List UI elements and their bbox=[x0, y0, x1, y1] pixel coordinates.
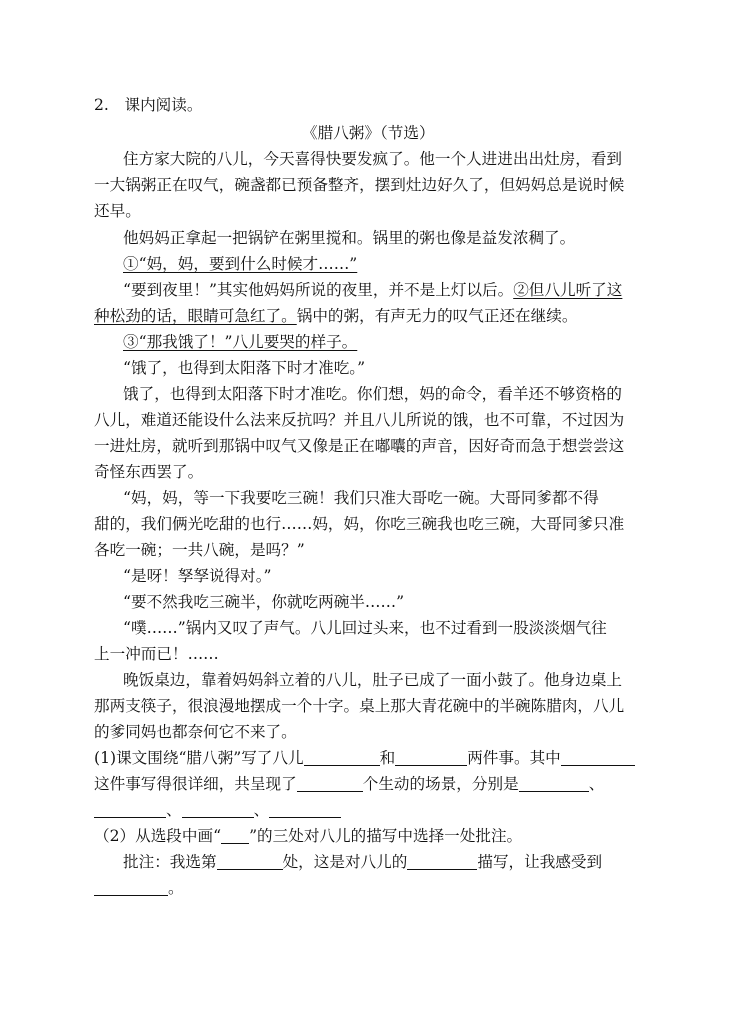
question-text: 这件事写得很详细，共呈现了 bbox=[94, 775, 297, 793]
passage-line: “是呀！孥孥说得对。” bbox=[123, 567, 272, 585]
passage-line: “要不然我吃三碗半，你就吃两碗半……” bbox=[123, 593, 405, 611]
underlined-description-3: ③“那我饿了！”八儿要哭的样子。 bbox=[123, 333, 358, 351]
underlined-description-2-cont: 种松劲的话，眼睛可急红了。 bbox=[94, 307, 297, 325]
answer-blank[interactable] bbox=[297, 773, 363, 792]
passage-line: 各吃一碗；一共八碗，是吗？” bbox=[94, 541, 305, 559]
passage-line bbox=[123, 278, 622, 302]
underline-sample bbox=[221, 825, 249, 844]
question-2-line-1 bbox=[94, 824, 522, 848]
question-1-line-3 bbox=[94, 798, 341, 822]
answer-blank[interactable] bbox=[407, 851, 477, 870]
passage-line: 八儿，难道还能设什么法来反抗吗？并且八儿所说的饿，也不可靠，不过因为 bbox=[94, 411, 625, 429]
passage-line: 的爹同妈也都奈何它不来了。 bbox=[94, 723, 297, 741]
question-1-line-1 bbox=[94, 746, 635, 770]
passage-line: 一大锅粥正在叹气，碗盏都已预备整齐，摆到灶边好久了，但妈妈总是说时候 bbox=[94, 176, 625, 194]
question-text: 个生动的场景，分别是 bbox=[362, 775, 519, 793]
underlined-description-2: ②但八儿听了这 bbox=[513, 281, 623, 299]
answer-blank[interactable] bbox=[395, 747, 467, 766]
passage-line: 上一冲而已！…… bbox=[94, 645, 219, 663]
answer-blank[interactable] bbox=[561, 747, 635, 766]
question-2-line-2 bbox=[123, 850, 602, 874]
passage-line: 甜的，我们俩光吃甜的也行……妈，妈，你吃三碗我也吃三碗，大哥同爹只准 bbox=[94, 515, 625, 533]
passage-line: 一进灶房，就听到那锅中叹气又像是正在嘟囔的声音，因好奇而急于想尝尝这 bbox=[94, 437, 625, 455]
passage-line: 住方家大院的八儿，今天喜得快要发疯了。他一个人进进出出灶房，看到 bbox=[123, 150, 623, 168]
answer-blank[interactable] bbox=[304, 747, 380, 766]
question-heading: 2. 课内阅读。 bbox=[94, 96, 203, 114]
question-text: 批注：我选第 bbox=[123, 853, 217, 871]
answer-blank[interactable] bbox=[182, 799, 254, 818]
question-text: （2）从选段中画“ bbox=[94, 827, 222, 845]
passage-line: “妈，妈，等一下我要吃三碗！我们只准大哥吃一碗。大哥同爹都不得 bbox=[123, 489, 599, 507]
answer-blank[interactable] bbox=[94, 877, 168, 896]
question-text: 、 bbox=[253, 801, 270, 819]
passage-line: “饿了，也得到太阳落下时才准吃。” bbox=[123, 359, 366, 377]
question-1-line-2 bbox=[94, 772, 604, 796]
passage-line: 晚饭桌边，靠着妈妈斜立着的八儿，肚子已成了一面小鼓了。他身边桌上 bbox=[123, 671, 623, 689]
passage-line: “噗……”锅内又叹了声气。八儿回过头来，也不过看到一股淡淡烟气往 bbox=[123, 619, 607, 637]
question-text: 。 bbox=[168, 879, 184, 897]
question-text: 、 bbox=[588, 775, 605, 793]
passage-line: 那两支筷子，很浪漫地摆成一个十字。桌上那大青花碗中的半碗陈腊肉，八儿 bbox=[94, 697, 625, 715]
passage-line: 饿了，也得到太阳落下时才准吃。你们想，妈的命令，看羊还不够资格的 bbox=[123, 385, 623, 403]
passage-text: “要到夜里！”其实他妈妈所说的夜里，并不是上灯以后。 bbox=[123, 281, 514, 299]
passage-line bbox=[94, 304, 577, 328]
question-2-line-3 bbox=[94, 876, 184, 900]
question-text: 两件事。其中 bbox=[467, 749, 561, 767]
answer-blank[interactable] bbox=[269, 799, 341, 818]
passage-line: 奇怪东西罢了。 bbox=[94, 463, 204, 481]
underlined-description-1: ①“妈，妈，要到什么时候才……” bbox=[123, 255, 358, 273]
question-text: 、 bbox=[166, 801, 182, 819]
passage-line: 还早。 bbox=[94, 202, 141, 220]
question-text: (1)课文围绕“腊八粥”写了八儿 bbox=[94, 749, 304, 767]
passage-title: 《腊八粥》（节选） bbox=[302, 124, 435, 142]
question-text: 处，这是对八儿的 bbox=[282, 853, 408, 871]
passage-line: 他妈妈正拿起一把锅铲在粥里搅和。锅里的粥也像是益发浓稠了。 bbox=[123, 229, 576, 247]
question-text: 和 bbox=[379, 749, 396, 767]
question-text: 描写，让我感受到 bbox=[477, 853, 603, 871]
answer-blank[interactable] bbox=[519, 773, 589, 792]
answer-blank[interactable] bbox=[217, 851, 283, 870]
question-text: ”的三处对八儿的描写中选择一处批注。 bbox=[249, 827, 523, 845]
passage-text: 锅中的粥，有声无力的叹气正还在继续。 bbox=[296, 307, 578, 325]
answer-blank[interactable] bbox=[94, 799, 166, 818]
